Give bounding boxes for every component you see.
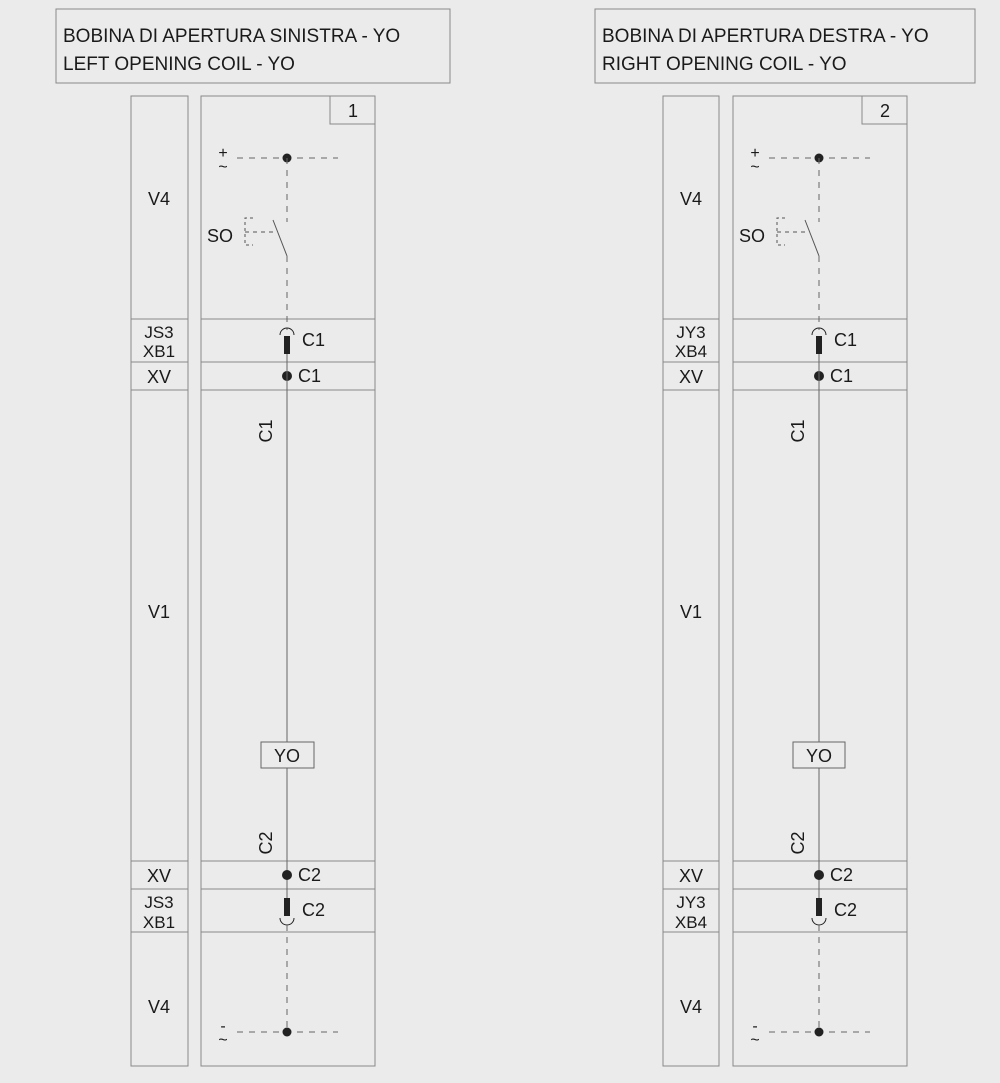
left-terminal-top-label: C1 (298, 366, 322, 386)
left-supply-ac-top: ~ (218, 159, 228, 176)
right-terminal-top-label: C1 (830, 366, 854, 386)
right-zone-top-v: V4 (679, 189, 703, 209)
left-plug-bottom-label: C2 (302, 900, 326, 920)
right-terminal-bottom-label: C2 (830, 865, 854, 885)
left-supply-bottom-node (283, 1028, 292, 1037)
left-zone-terminal-bottom: XV (146, 866, 172, 886)
right-title-line2: RIGHT OPENING COIL - YO (602, 54, 847, 75)
right-supply-bottom-node (815, 1028, 824, 1037)
left-terminal-bottom-label: C2 (298, 865, 322, 885)
left-zone-connector-top-b: XB1 (142, 342, 176, 361)
left-plug-top-label: C1 (302, 330, 326, 350)
right-zone-connector-top-a: JY3 (676, 323, 706, 342)
right-zone-bottom-v: V4 (679, 997, 703, 1017)
left-switch-label: SO (206, 226, 234, 246)
left-zone-connector-top-a: JS3 (144, 323, 174, 342)
right-title-line1: BOBINA DI APERTURA DESTRA - YO (602, 26, 929, 47)
left-zone-connector-bottom-b: XB1 (142, 913, 176, 932)
right-zone-connector-top-b: XB4 (674, 342, 708, 361)
left-title-line1: BOBINA DI APERTURA SINISTRA - YO (63, 26, 401, 47)
right-zone-middle-v: V1 (679, 602, 703, 622)
left-diagram (56, 9, 450, 1066)
right-zone-connector-bottom-b: XB4 (674, 913, 708, 932)
right-supply-plus: + (750, 145, 760, 162)
left-supply-plus: + (218, 145, 228, 162)
right-supply-minus: - (752, 1018, 758, 1035)
left-zone-connector-bottom-a: JS3 (144, 893, 174, 912)
right-switch-label: SO (738, 226, 766, 246)
right-wire-top-label: C1 (788, 419, 808, 443)
right-supply-ac-bottom: ~ (750, 1032, 760, 1049)
right-plug-bottom-label: C2 (834, 900, 858, 920)
left-zone-bottom-v: V4 (147, 997, 171, 1017)
left-coil-label: YO (273, 746, 301, 766)
left-title-line2: LEFT OPENING COIL - YO (63, 54, 295, 75)
left-column-number: 1 (347, 101, 359, 121)
right-terminal-bottom-node (814, 870, 824, 880)
left-zone-top-v: V4 (147, 189, 171, 209)
left-supply-ac-bottom: ~ (218, 1032, 228, 1049)
right-zone-terminal-bottom: XV (678, 866, 704, 886)
right-diagram (595, 9, 975, 1066)
right-wire-bottom-label: C2 (788, 831, 808, 855)
right-zone-terminal-top: XV (678, 367, 704, 387)
left-wire-bottom-label: C2 (256, 831, 276, 855)
right-supply-ac-top: ~ (750, 159, 760, 176)
left-zone-terminal-top: XV (146, 367, 172, 387)
left-wire-top-label: C1 (256, 419, 276, 443)
right-zone-connector-bottom-a: JY3 (676, 893, 706, 912)
left-supply-minus: - (220, 1018, 226, 1035)
left-terminal-bottom-node (282, 870, 292, 880)
left-zone-middle-v: V1 (147, 602, 171, 622)
right-plug-top-label: C1 (834, 330, 858, 350)
right-column-number: 2 (879, 101, 891, 121)
right-coil-label: YO (805, 746, 833, 766)
